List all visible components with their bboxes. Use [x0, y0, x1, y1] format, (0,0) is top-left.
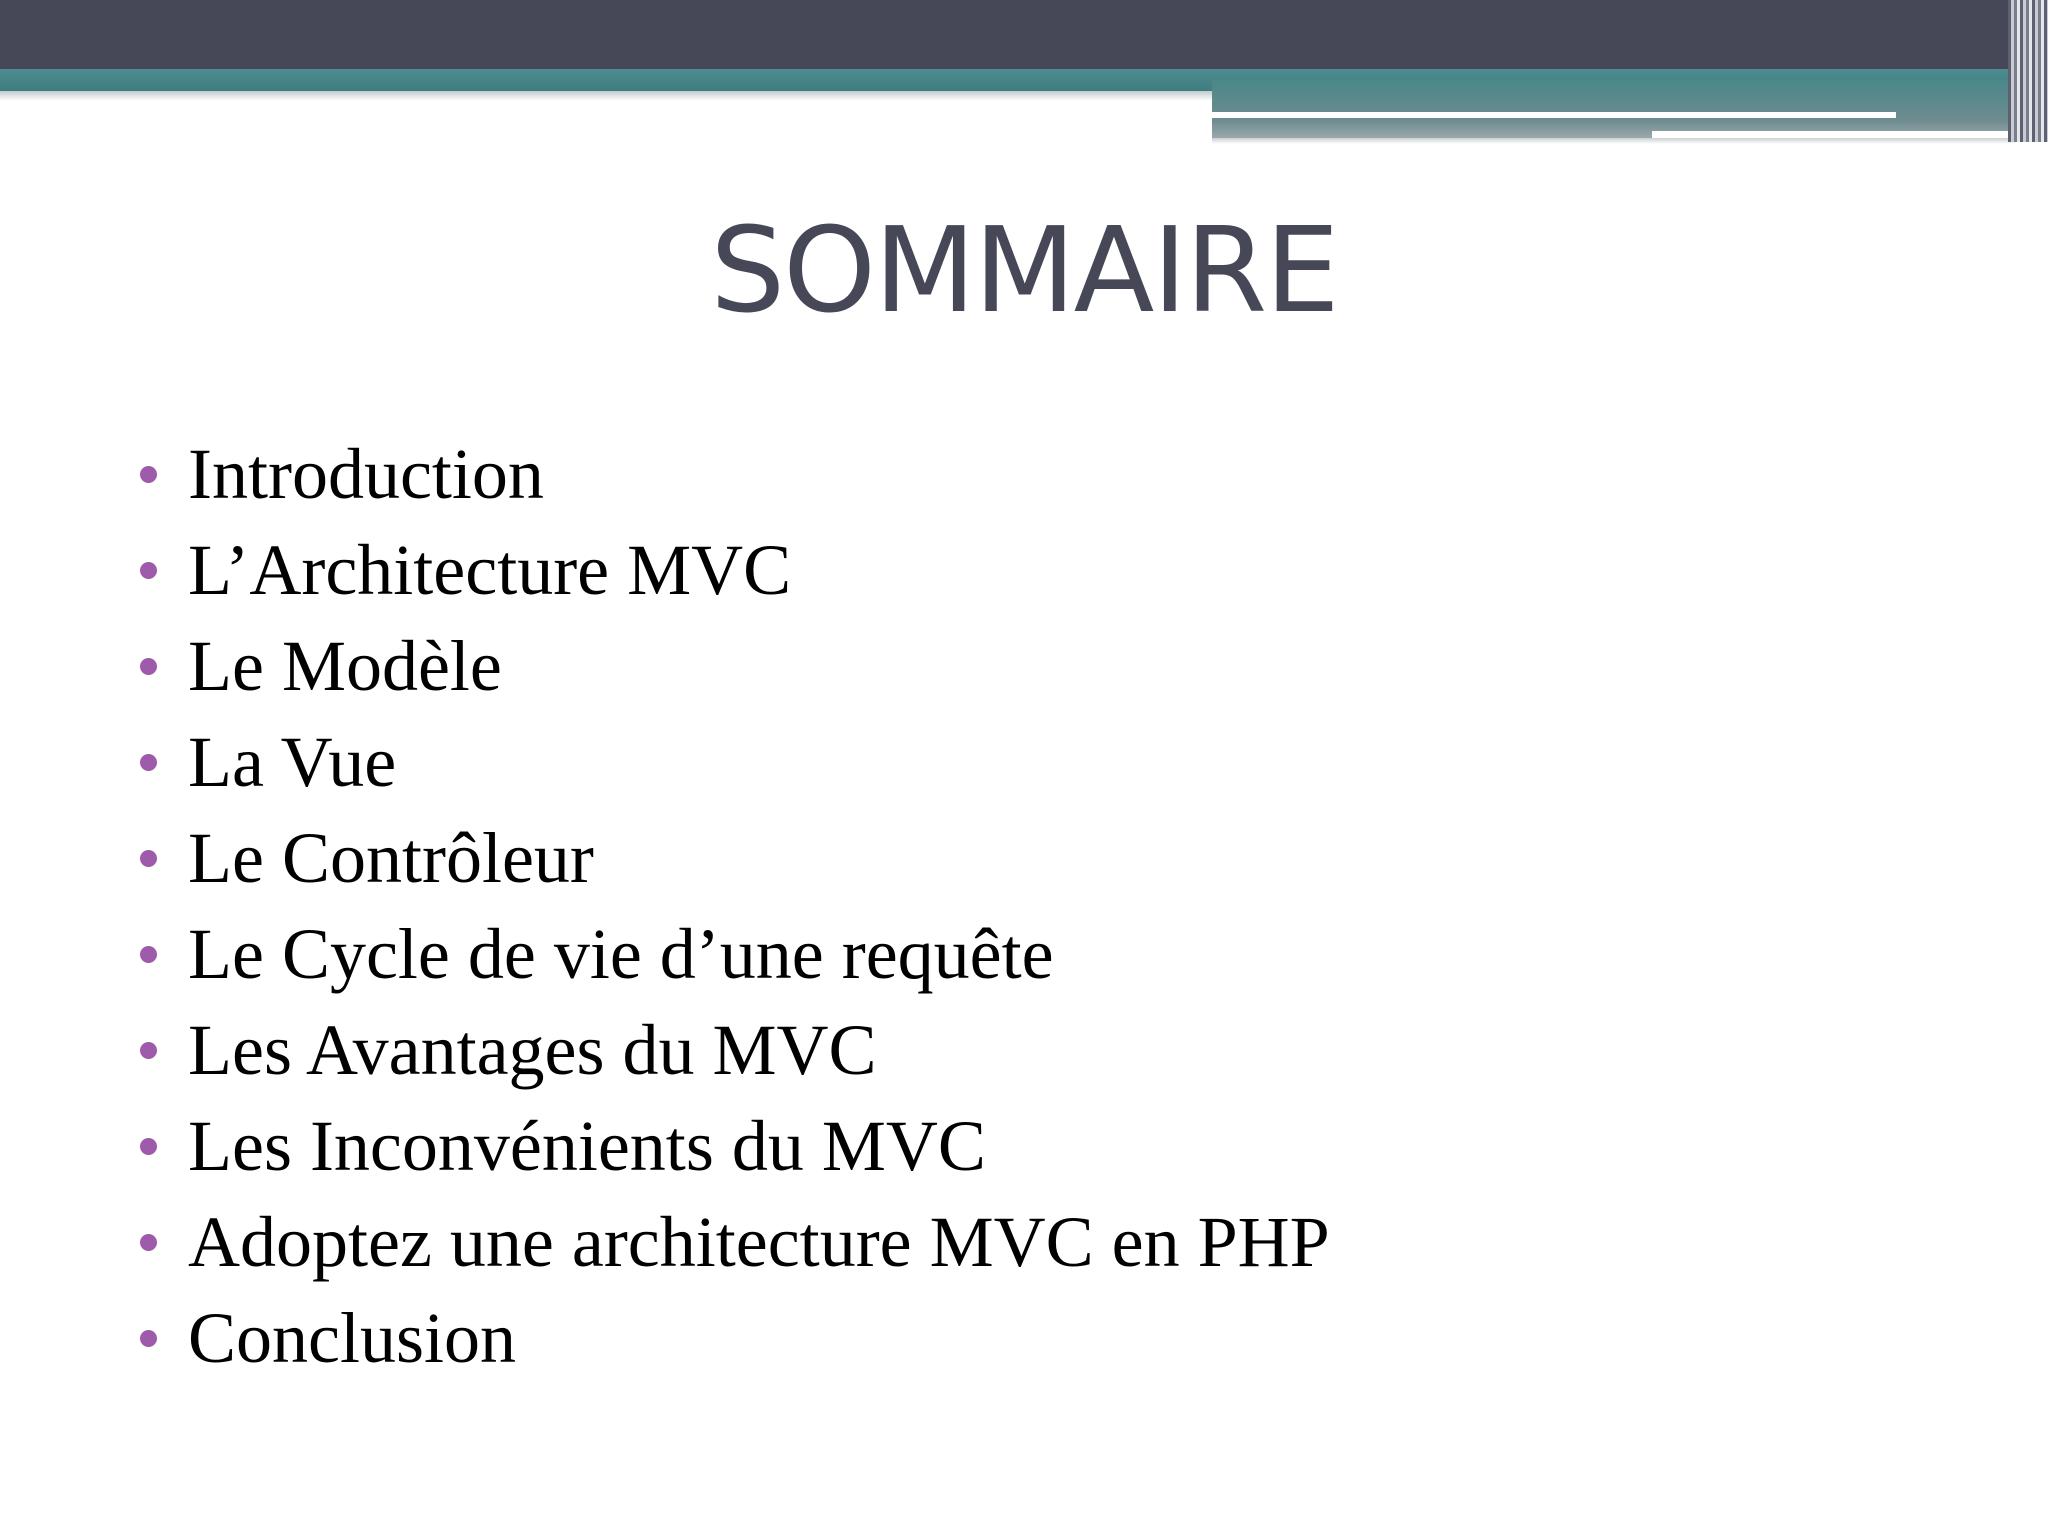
bullet-icon	[140, 562, 157, 579]
bullet-icon	[140, 1330, 157, 1347]
list-item	[140, 426, 1330, 522]
bullet-icon	[140, 946, 157, 963]
bullet-icon	[140, 850, 157, 867]
header-accent-line-short	[1652, 131, 2008, 138]
header-dark-bar	[0, 0, 2048, 69]
list-item-label: L’Architecture MVC	[188, 529, 792, 610]
list-item-label: Les Inconvénients du MVC	[188, 1105, 986, 1186]
list-item	[140, 618, 1330, 714]
list-item-label: Introduction	[188, 433, 544, 514]
list-item	[140, 522, 1330, 618]
list-item	[140, 1290, 1330, 1386]
list-item-label: Le Cycle de vie d’une requête	[188, 913, 1054, 994]
list-item-label: Conclusion	[188, 1297, 517, 1378]
bullet-icon	[140, 1234, 157, 1251]
table-of-contents	[140, 426, 1330, 1386]
bullet-icon	[140, 1138, 157, 1155]
list-item-label: La Vue	[188, 721, 397, 802]
bullet-icon	[140, 1042, 157, 1059]
header-accent-line	[1212, 112, 1896, 118]
list-item	[140, 1194, 1330, 1290]
list-item-label: Le Modèle	[188, 625, 502, 706]
list-item-label: Adoptez une architecture MVC en PHP	[188, 1201, 1330, 1282]
list-item	[140, 906, 1330, 1002]
list-item	[140, 1002, 1330, 1098]
list-item-label: Le Contrôleur	[188, 817, 594, 898]
list-item	[140, 1098, 1330, 1194]
list-item-label: Les Avantages du MVC	[188, 1009, 877, 1090]
bullet-icon	[140, 754, 157, 771]
list-item	[140, 810, 1330, 906]
header-teal-block	[1212, 80, 2016, 138]
header-block-shadow	[1212, 138, 2016, 144]
slide-title: SOMMAIRE	[710, 201, 1338, 339]
bullet-icon	[140, 466, 157, 483]
bullet-icon	[140, 658, 157, 675]
header-corner-stripes	[2008, 0, 2048, 142]
list-item	[140, 714, 1330, 810]
